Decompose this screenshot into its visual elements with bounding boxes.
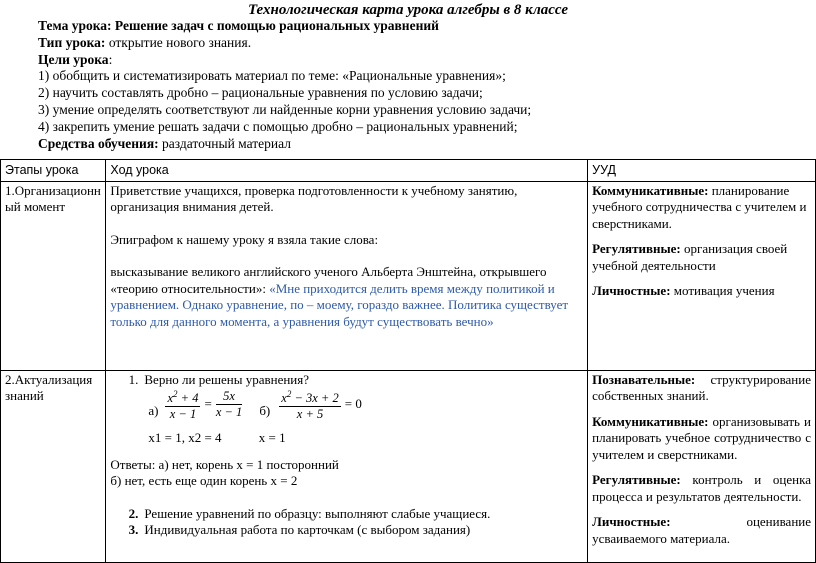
roots-b: x = 1 bbox=[258, 430, 286, 446]
list-number: 2. bbox=[128, 505, 139, 521]
uud-label: Познавательные: bbox=[592, 371, 696, 387]
type-label: Тип урока: bbox=[38, 34, 106, 50]
goals-heading: Цели урока: bbox=[38, 51, 113, 67]
uud-text: структурирование собственных знаний. bbox=[592, 371, 811, 403]
means-line bbox=[38, 136, 808, 153]
topic-label: Тема урока: bbox=[38, 18, 112, 33]
goals-label: Цели урока bbox=[38, 51, 109, 67]
uud-label: Личностные: bbox=[592, 283, 671, 298]
list-item bbox=[110, 372, 583, 389]
header-uud: УУД bbox=[588, 160, 816, 182]
uud-cell bbox=[588, 181, 816, 370]
uud-text: организация своей учебной деятельности bbox=[592, 241, 788, 273]
list-number: 1. bbox=[128, 371, 139, 387]
greeting-text: Приветствие учащихся, проверка подготовленности к учебному занятию, организация внимания детей. bbox=[110, 182, 518, 214]
equals-sign: = bbox=[204, 396, 212, 412]
equation-a-left: $\frac{x^2 + 4}{x - 1}$ bbox=[167, 389, 199, 422]
list-text: Верно ли решены уравнения? bbox=[144, 371, 310, 387]
list-text: Решение уравнений по образцу: выполняют слабые учащиеся. bbox=[144, 505, 491, 521]
goal-item: 1) обобщить и систематизировать материал по теме: «Рациональные уравнения»; bbox=[38, 68, 506, 84]
topic-line bbox=[38, 18, 808, 35]
einstein-quote: «Мне приходится делить время между политикой и уравнением. Однако уравнение, по – моему, гораздо важнее. Политика существует только для данного момента, а уравнения будут существовать вечно» bbox=[110, 280, 569, 329]
table-row bbox=[1, 370, 816, 562]
uud-label: Регулятивные: bbox=[592, 472, 681, 487]
lesson-table bbox=[0, 159, 816, 563]
header-course: Ход урока bbox=[106, 160, 588, 182]
uud-item bbox=[592, 414, 811, 464]
uud-text: планирование учебного сотрудничества с учителем и сверстниками. bbox=[592, 182, 807, 231]
uud-item bbox=[592, 241, 811, 274]
answers-b: б) нет, есть еще один корень x = 2 bbox=[110, 473, 298, 489]
epigraph-text bbox=[110, 264, 583, 330]
uud-label: Коммуникативные: bbox=[592, 182, 709, 198]
type-line bbox=[38, 35, 808, 52]
uud-item bbox=[592, 472, 811, 505]
uud-text: организовывать и планировать учебное сотрудничество с учителем и сверстниками. bbox=[592, 413, 812, 462]
answers-a: Ответы: а) нет, корень x = 1 посторонний bbox=[110, 456, 339, 472]
uud-text: мотивация учения bbox=[673, 283, 775, 298]
uud-text: контроль и оценка процесса и результатов деятельности. bbox=[592, 472, 812, 504]
uud-label: Регулятивные: bbox=[592, 241, 681, 256]
course-cell bbox=[106, 370, 588, 562]
goal-item: 4) закрепить умение решать задачи с помощью дробно – рациональных уравнений; bbox=[38, 118, 518, 134]
topic-value: Решение задач с помощью рациональных уравнений bbox=[114, 18, 439, 33]
page-title: Технологическая карта урока алгебры в 8 классе bbox=[247, 2, 569, 18]
eq-b-label: б) bbox=[259, 403, 271, 419]
lesson-header bbox=[38, 18, 808, 152]
goal-item: 2) научить составлять дробно – рациональные уравнения по условию задачи; bbox=[38, 85, 483, 101]
equation-a-right: $\frac{5x}{x - 1}$ bbox=[215, 389, 243, 420]
equations-line bbox=[148, 387, 583, 422]
uud-cell bbox=[588, 370, 816, 562]
equals-zero: = 0 bbox=[344, 396, 362, 412]
equation-b-left: $\frac{x^2 - 3x + 2}{x + 5}$ bbox=[281, 389, 339, 422]
list-number: 3. bbox=[128, 522, 139, 538]
list-item bbox=[110, 522, 583, 539]
stage-cell: 2.Актуализация знаний bbox=[1, 370, 106, 562]
uud-item bbox=[592, 372, 811, 405]
type-value: открытие нового знания. bbox=[108, 34, 252, 50]
uud-item bbox=[592, 283, 811, 300]
table-header-row bbox=[1, 160, 816, 182]
means-label: Средства обучения: bbox=[38, 135, 159, 151]
list-text: Индивидуальная работа по карточкам (с выбором задания) bbox=[144, 522, 471, 538]
uud-label: Коммуникативные: bbox=[592, 413, 709, 429]
header-stages: Этапы урока bbox=[1, 160, 106, 182]
einstein-intro: высказывание великого английского ученого Альберта Энштейна, открывшего «теорию относительности»: bbox=[110, 264, 547, 296]
table-row bbox=[1, 181, 816, 370]
roots-a: x1 = 1, x2 = 4 bbox=[148, 430, 222, 446]
uud-text: оценивание усваиваемого материала. bbox=[592, 514, 811, 546]
list-item bbox=[110, 506, 583, 523]
roots-line bbox=[148, 430, 583, 447]
goal-item: 3) умение определять соответствуют ли найденные корни уравнения условию задачи; bbox=[38, 101, 532, 117]
uud-label: Личностные: bbox=[592, 514, 671, 529]
means-value: раздаточный материал bbox=[162, 135, 291, 151]
uud-item bbox=[592, 183, 811, 233]
eq-a-label: а) bbox=[148, 403, 159, 419]
course-cell bbox=[106, 181, 588, 370]
stage-cell: 1.Организационный момент bbox=[1, 181, 106, 370]
uud-item bbox=[592, 514, 811, 547]
epigraph-intro: Эпиграфом к нашему уроку я взяла такие слова: bbox=[110, 231, 379, 247]
